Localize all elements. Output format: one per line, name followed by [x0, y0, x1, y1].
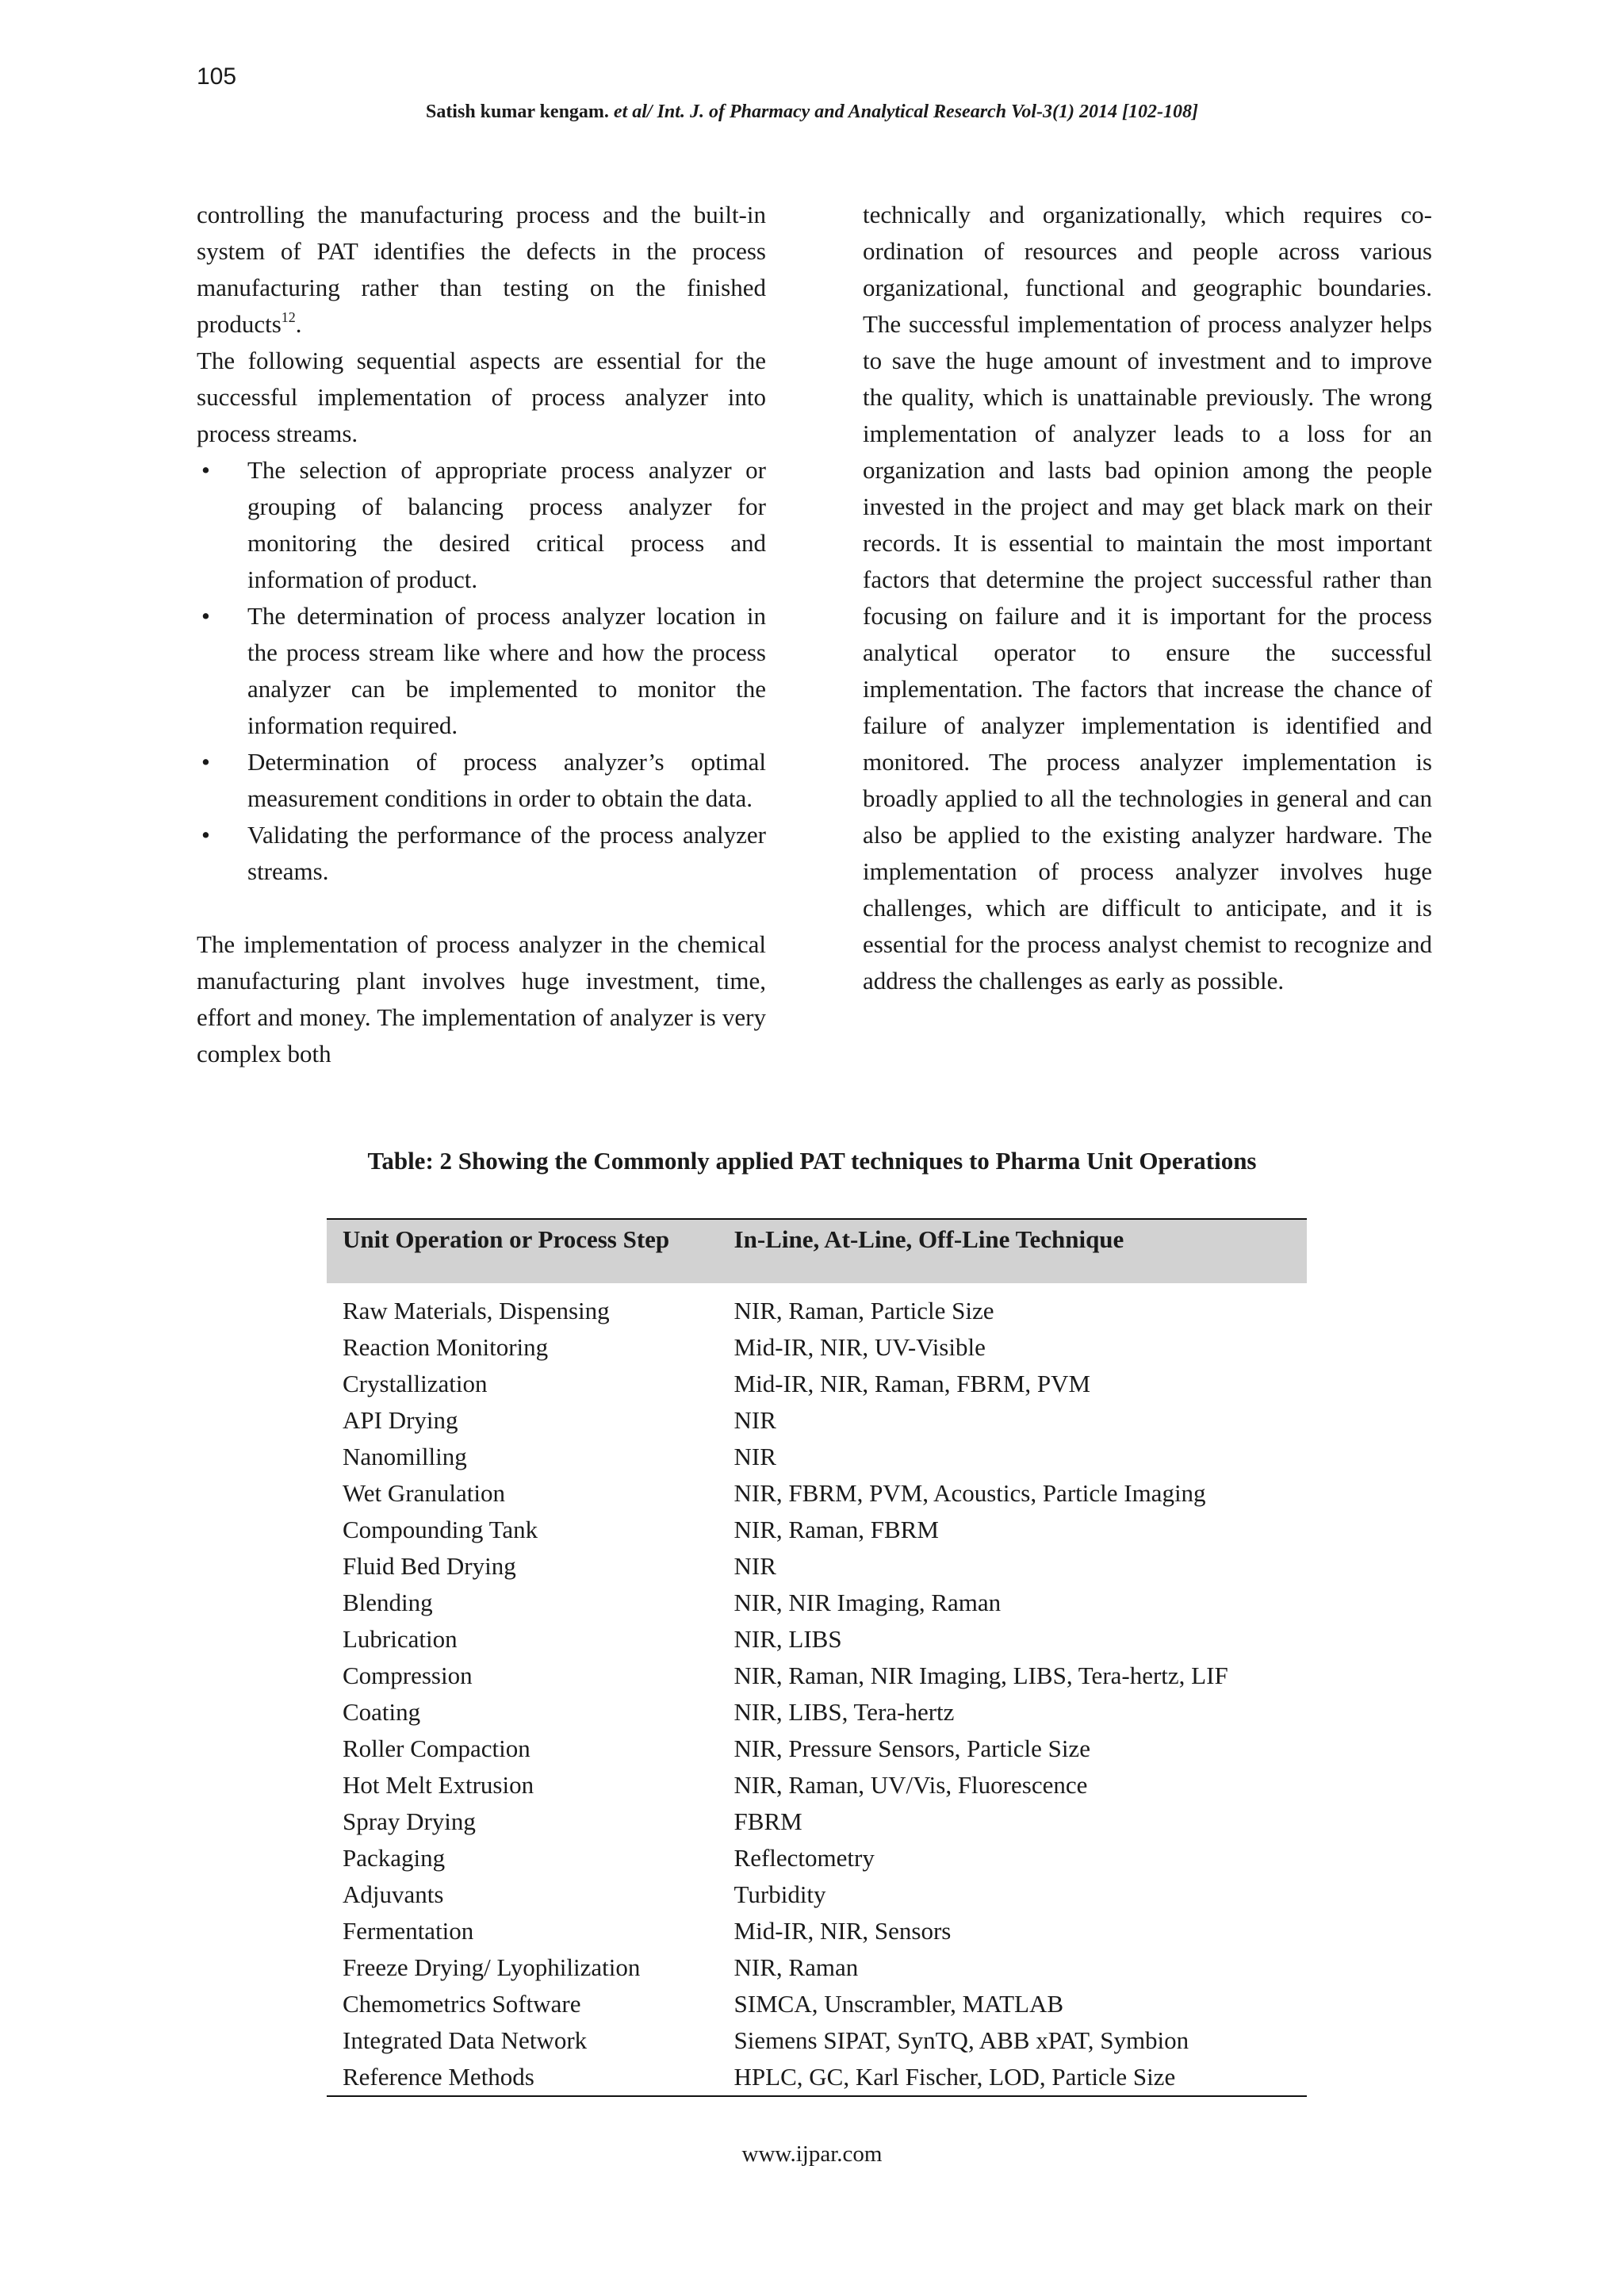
bullet-list	[197, 452, 766, 890]
table-row	[327, 1283, 1307, 1329]
bullet-icon: •	[201, 456, 210, 484]
bullet-item	[197, 744, 766, 817]
cell-technique: NIR, Raman, NIR Imaging, LIBS, Tera-hertz, LIF	[733, 1662, 1228, 1689]
cell-technique: NIR, FBRM, PVM, Acoustics, Particle Imaging	[733, 1479, 1206, 1507]
bullet-text: The selection of appropriate process analyzer or grouping of balancing process analyzer for monitoring the desired critical process and information of product.	[247, 456, 766, 593]
cell-unit-operation: Reference Methods	[327, 2059, 723, 2096]
pat-techniques-table	[327, 1218, 1307, 2097]
table-row	[327, 1366, 1307, 1402]
table-caption: Table: 2 Showing the Commonly applied PAT techniques to Pharma Unit Operations	[367, 1147, 1257, 1175]
cell-unit-operation: Crystallization	[343, 1370, 488, 1397]
table-row	[327, 1986, 1307, 2022]
cell-unit-operation: API Drying	[343, 1406, 458, 1434]
cell-unit-operation: Fluid Bed Drying	[343, 1552, 516, 1580]
cell-unit-operation: Hot Melt Extrusion	[343, 1771, 534, 1799]
cell-unit-operation: Spray Drying	[343, 1807, 476, 1835]
footer-url[interactable]: www.ijpar.com	[741, 2141, 883, 2167]
left-paragraph-2: The following sequential aspects are essential for the successful implementation of process analyzer into process streams.	[197, 347, 766, 447]
left-paragraph-1-end: .	[295, 310, 302, 338]
cell-technique: NIR	[733, 1552, 776, 1580]
cell-unit-operation: Freeze Drying/ Lyophilization	[343, 1953, 641, 1981]
header-citation: / Int. J. of Pharmacy and Analytical Research Vol-3(1) 2014 [102-108]	[646, 102, 1199, 122]
cell-technique: NIR, Raman, FBRM	[733, 1516, 939, 1543]
left-paragraph-1	[197, 197, 766, 343]
left-paragraph-3: The implementation of process analyzer in the chemical manufacturing plant involves huge investment, time, effort and money. The implementation of analyzer is very complex both	[197, 930, 766, 1068]
table-row	[327, 1439, 1307, 1475]
cell-unit-operation: Compounding Tank	[343, 1516, 538, 1543]
cell-unit-operation: Raw Materials, Dispensing	[343, 1297, 610, 1324]
bullet-item	[197, 598, 766, 744]
cell-technique: NIR, LIBS, Tera-hertz	[733, 1698, 955, 1726]
table-row	[327, 1658, 1307, 1694]
cell-technique: Siemens SIPAT, SynTQ, ABB xPAT, Symbion	[733, 2026, 1189, 2054]
table-header-technique: In-Line, At-Line, Off-Line Technique	[723, 1219, 1307, 1283]
cell-technique: NIR, Raman, UV/Vis, Fluorescence	[733, 1771, 1088, 1799]
table-header-unit-operation: Unit Operation or Process Step	[327, 1219, 723, 1283]
bullet-item	[197, 452, 766, 598]
cell-technique: NIR, LIBS	[733, 1625, 842, 1653]
running-header	[0, 98, 1624, 125]
cell-technique: NIR, NIR Imaging, Raman	[733, 1589, 1002, 1616]
cell-technique: SIMCA, Unscrambler, MATLAB	[733, 1990, 1064, 2018]
header-author: Satish kumar kengam.	[425, 102, 609, 122]
cell-technique: Reflectometry	[733, 1844, 875, 1872]
right-paragraph-1: technically and organizationally, which requires co-ordination of resources and people across various organizational, functional and geographic boundaries. The successful implementation of process analyzer helps to save the huge amount of investment and to improve the quality, which is unattainable previously. The wrong implementation of analyzer leads to a loss for an organization and lasts bad opinion among the people invested in the project and may get black mark on their records. It is essential to maintain the most important factors that determine the project successful rather than focusing on failure and it is important for the process analytical operator to ensure the successful implementation. The factors that increase the chance of failure of analyzer implementation is identified and monitored. The process analyzer implementation is broadly applied to all the technologies in general and can also be applied to the existing analyzer hardware. The implementation of process analyzer involves huge challenges, which are difficult to anticipate, and it is essential for the process analyst chemist to recognize and address the challenges as early as possible.	[863, 201, 1432, 995]
table-row	[327, 1402, 1307, 1439]
cell-technique: NIR, Raman, Particle Size	[733, 1297, 994, 1324]
table-row	[327, 2059, 1307, 2096]
cell-technique: Turbidity	[733, 1880, 826, 1908]
cell-unit-operation: Fermentation	[343, 1917, 474, 1945]
cell-technique: NIR	[733, 1406, 776, 1434]
page-number: 105	[197, 63, 237, 90]
table-row	[327, 1840, 1307, 1876]
cell-unit-operation: Roller Compaction	[343, 1734, 530, 1762]
cell-technique: Mid-IR, NIR, Sensors	[733, 1917, 952, 1945]
cell-unit-operation: Lubrication	[343, 1625, 458, 1653]
table-row	[327, 2022, 1307, 2059]
cell-unit-operation: Nanomilling	[343, 1443, 467, 1470]
cell-unit-operation: Coating	[343, 1698, 421, 1726]
table-row	[327, 1731, 1307, 1767]
left-paragraph-1-text: controlling the manufacturing process and the built-in system of PAT identifies the defects in the process manufacturing rather than testing on the finished products	[197, 201, 766, 338]
table-row	[327, 1512, 1307, 1548]
table-row	[327, 1548, 1307, 1585]
cell-technique: HPLC, GC, Karl Fischer, LOD, Particle Size	[723, 2059, 1307, 2096]
bullet-text: Determination of process analyzer’s optimal measurement conditions in order to obtain the data.	[247, 748, 766, 812]
cell-unit-operation: Wet Granulation	[343, 1479, 505, 1507]
cell-technique: NIR	[733, 1443, 776, 1470]
table-row	[327, 1621, 1307, 1658]
cell-unit-operation: Reaction Monitoring	[343, 1333, 549, 1361]
left-column	[197, 197, 766, 1072]
bullet-icon: •	[201, 821, 210, 849]
table-row	[327, 1876, 1307, 1913]
cell-unit-operation: Blending	[343, 1589, 433, 1616]
cell-unit-operation: Adjuvants	[343, 1880, 444, 1908]
pat-table-container	[327, 1218, 1307, 2097]
bullet-item	[197, 817, 766, 890]
reference-superscript: 12	[281, 309, 296, 325]
table-header-row	[327, 1219, 1307, 1283]
bullet-text: The determination of process analyzer location in the process stream like where and how the process analyzer can be implemented to monitor the information required.	[247, 602, 766, 739]
cell-technique: FBRM	[733, 1807, 802, 1835]
bullet-text: Validating the performance of the process analyzer streams.	[247, 821, 766, 885]
table-row	[327, 1585, 1307, 1621]
table-row	[327, 1694, 1307, 1731]
bullet-icon: •	[201, 602, 210, 630]
cell-technique: NIR, Pressure Sensors, Particle Size	[733, 1734, 1090, 1762]
right-column	[863, 197, 1432, 999]
cell-unit-operation: Compression	[343, 1662, 473, 1689]
table-row	[327, 1475, 1307, 1512]
cell-technique: Mid-IR, NIR, Raman, FBRM, PVM	[733, 1370, 1091, 1397]
table-row	[327, 1949, 1307, 1986]
table-row	[327, 1767, 1307, 1803]
cell-unit-operation: Packaging	[343, 1844, 446, 1872]
table-row	[327, 1803, 1307, 1840]
header-etal: et al	[613, 102, 647, 122]
table-row	[327, 1913, 1307, 1949]
cell-technique: NIR, Raman	[733, 1953, 859, 1981]
cell-technique: Mid-IR, NIR, UV-Visible	[733, 1333, 986, 1361]
cell-unit-operation: Integrated Data Network	[343, 2026, 588, 2054]
table-row	[327, 1329, 1307, 1366]
cell-unit-operation: Chemometrics Software	[343, 1990, 581, 2018]
bullet-icon: •	[201, 748, 210, 776]
